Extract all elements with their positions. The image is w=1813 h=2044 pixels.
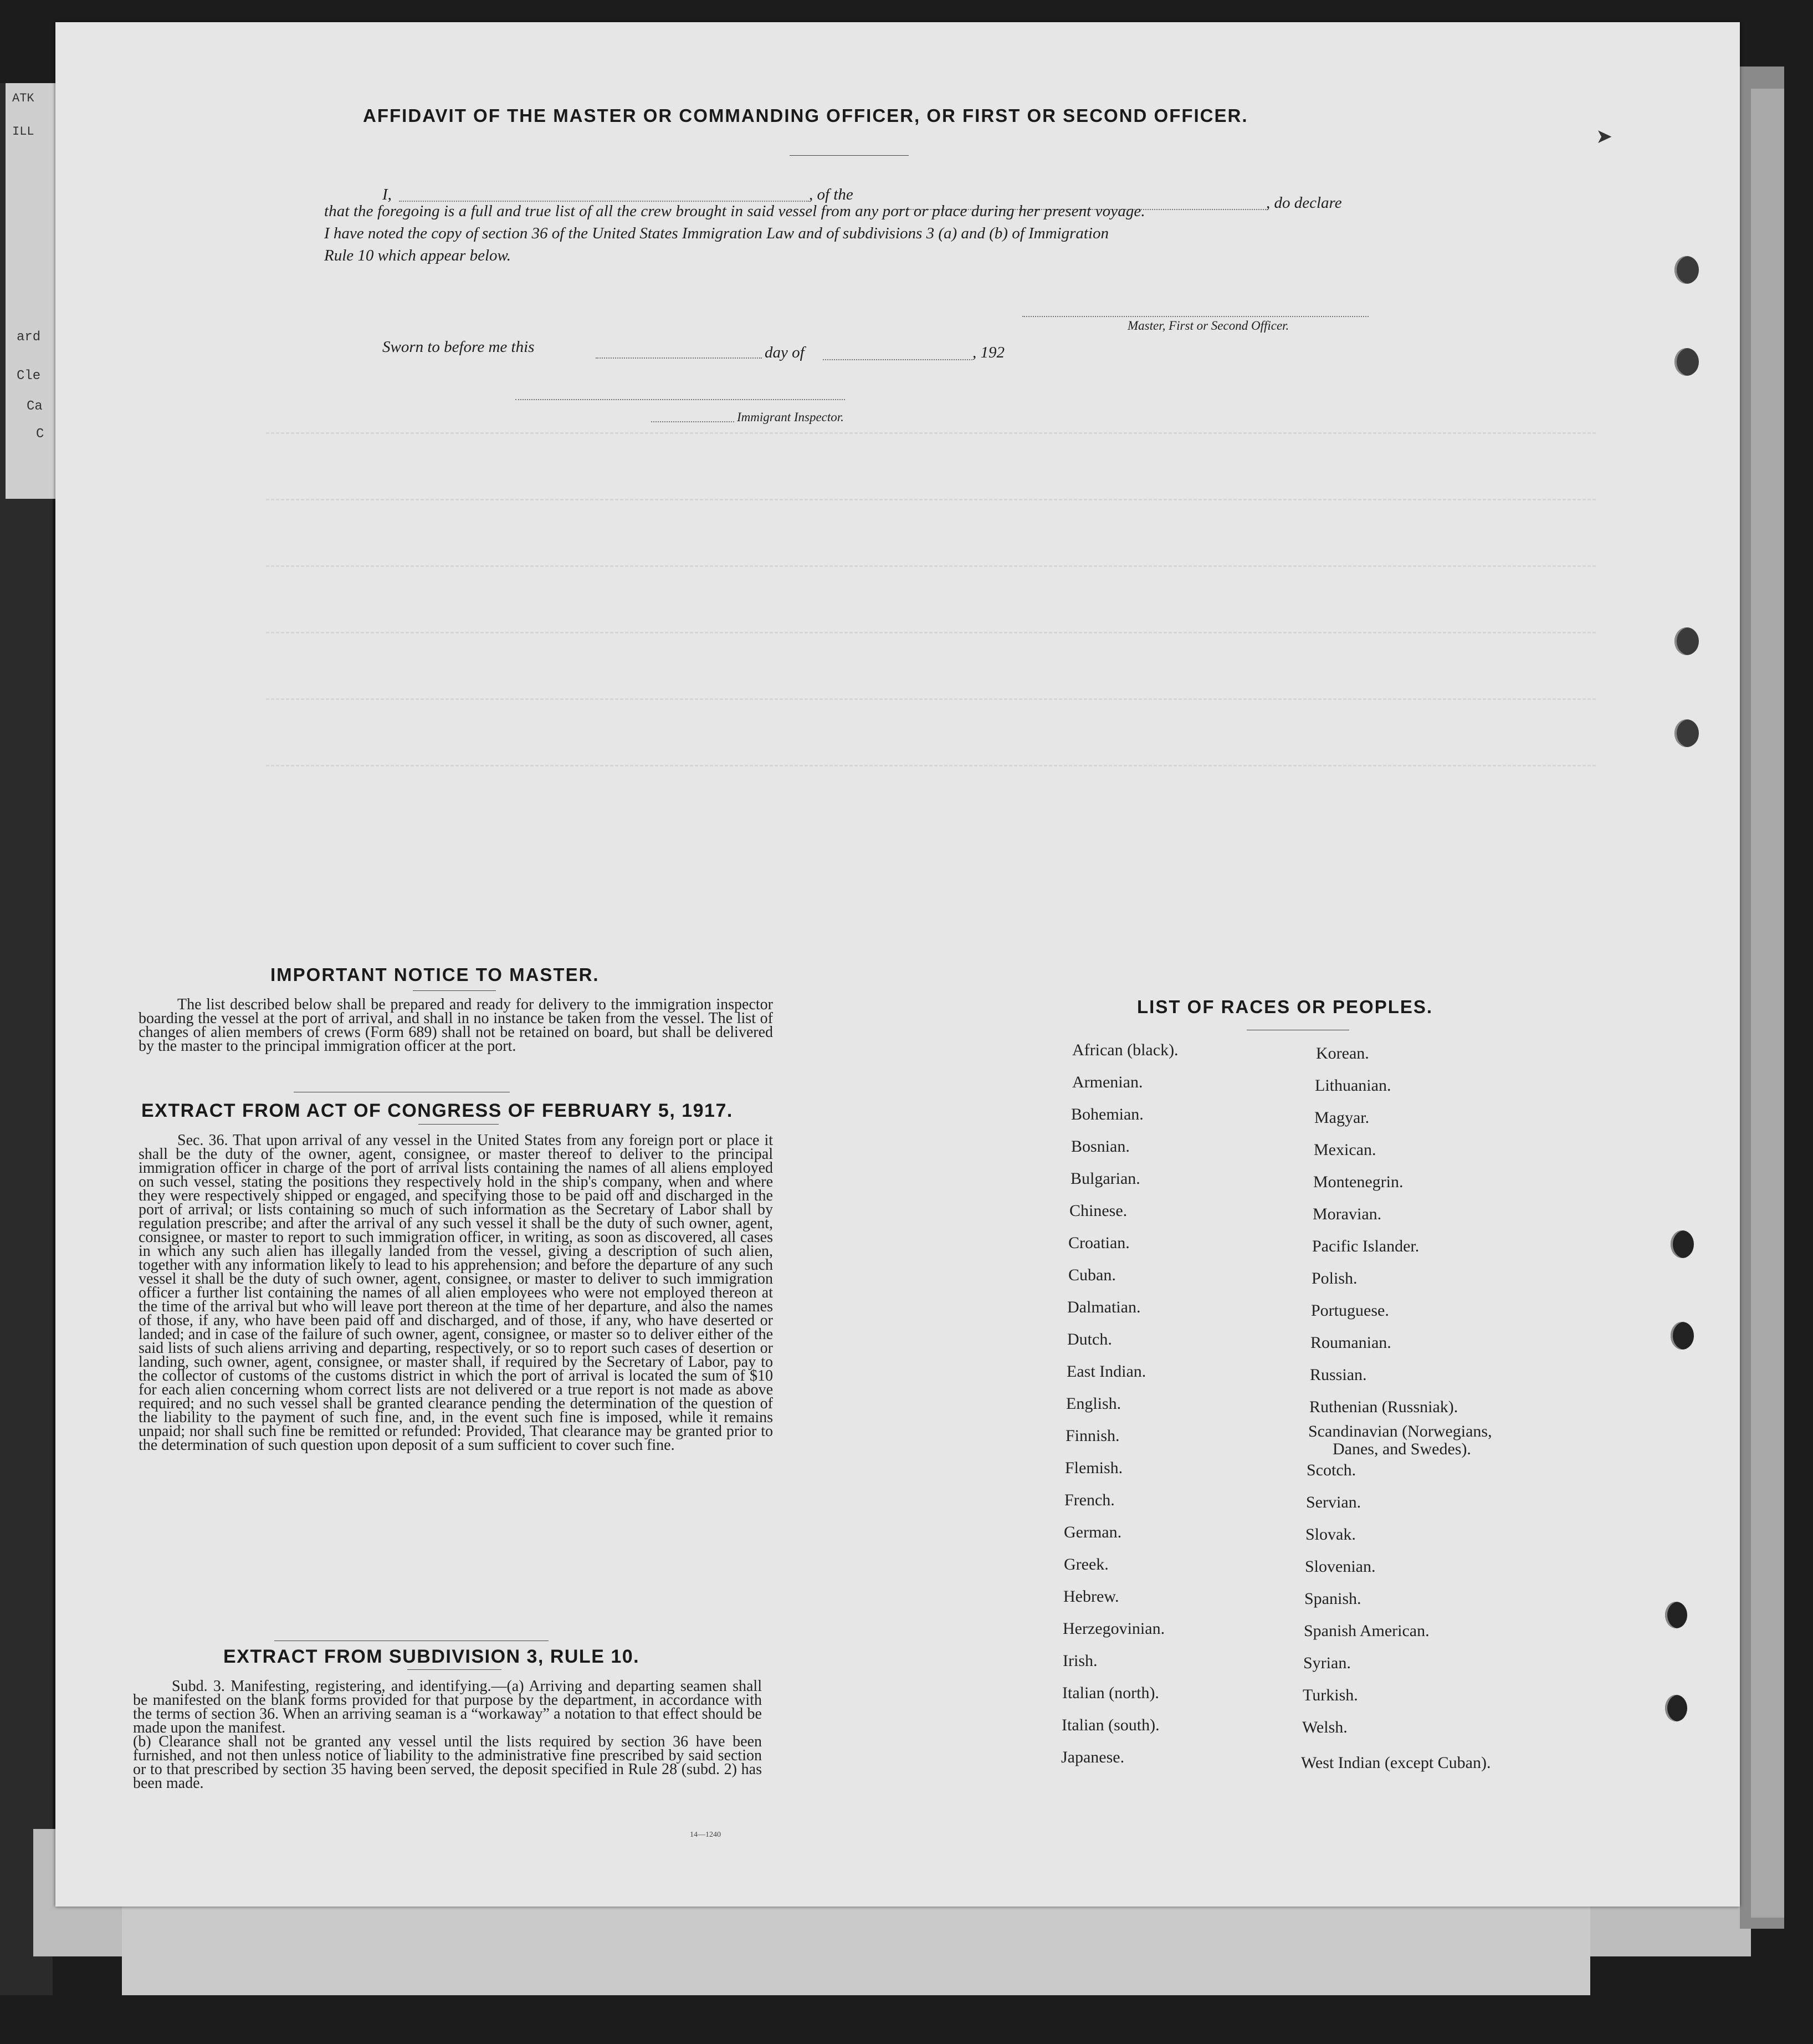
margin-fragment: C	[36, 427, 44, 442]
race-item: Servian.	[1306, 1493, 1361, 1511]
race-item: Flemish.	[1065, 1459, 1123, 1477]
left-underlying-page	[6, 83, 61, 499]
race-item: English.	[1066, 1394, 1121, 1413]
act-paragraph: Sec. 36. That upon arrival of any vessel in the United States from any foreign port or place it shall be the duty of the owner, agent, consignee, or master thereof to deliver to the principal immigration officer in charge of the port of arrival lists containing the names of all aliens employed on such vessel, stating the positions they respectively hold in the ship's company, when and where they were respectively shipped or engaged, and specifying those to be paid off and discharged in the port of arrival; or lists containing so much of such information as the Secretary of Labor shall by regulation prescribe; and after the arrival of any such vessel it shall be the duty of such owner, agent, consignee, or master to report to such immigration officer, in writing, as soon as discovered, all cases in which any such alien has illegally landed from the vessel, giving a description of such alien, together with any information likely to lead to his apprehension; and before the departure of any such vessel it shall be the duty of such owner, agent, consignee, or master to deliver to such immigration officer a further list containing the names of all alien employees who were not employed thereon at the time of the arrival but who will leave port thereon at the time of her departure, and also the names of those, if any, who have been paid off and discharged, and of those, if any, who have deserted or landed; and in case of the failure of such owner, agent, consignee, or master so to deliver either of the said lists of such aliens arriving and departing, respectively, or so to report such cases of desertion or landing, such owner, agent, consignee, or master shall, if required by the Secretary of Labor, pay to the collector of customs of the customs district in which the port of arrival is located the sum of $10 for each alien concerning whom correct lists are not delivered or a true report is not made as above required; and no such vessel shall be granted clearance pending the determination of the question of the liability to the payment of such fine, and, in the event such fine is imposed, while it remains unpaid; nor shall such fine be remitted or refunded: Provided, That clearance may be granted prior to the determination of such question upon deposit of a sum sufficient to cover such fine.	[139, 1132, 773, 1454]
race-item: Russian.	[1310, 1366, 1367, 1384]
affidavit-line3: I have noted the copy of section 36 of the United States Immigration Law and of subdivisions 3 (a) and (b) of Immigration	[324, 224, 1109, 242]
race-item: Armenian.	[1072, 1073, 1143, 1091]
day-of-label: day of	[765, 344, 805, 361]
race-item: Italian (south).	[1062, 1716, 1160, 1734]
race-item: Cuban.	[1068, 1266, 1116, 1284]
binder-hole	[1671, 1322, 1694, 1350]
race-item: Japanese.	[1061, 1748, 1125, 1766]
year-label: , 192	[972, 344, 1005, 361]
form-number: 14—1240	[690, 1831, 721, 1839]
race-item: Bulgarian.	[1071, 1169, 1140, 1188]
notice-text	[139, 998, 773, 1053]
race-item: Turkish.	[1303, 1686, 1358, 1704]
race-item: Bohemian.	[1071, 1105, 1144, 1123]
race-item: Welsh.	[1302, 1718, 1348, 1736]
sworn-day-blank	[596, 357, 762, 359]
rule-title-underline	[407, 1669, 501, 1670]
affidavit-i-label: I,	[382, 186, 392, 203]
inspector-caption: Immigrant Inspector.	[737, 410, 844, 424]
race-item: Chinese.	[1069, 1202, 1128, 1220]
rule-paragraph-b: (b) Clearance shall not be granted any vessel until the lists required by section 36 have been furnished, and not then unless notice of liability to the administrative fine prescribed by said section or to that prescribed by section 35 having been served, the deposit specified in Rule 28 (subd. 2) has been made.	[133, 1733, 762, 1792]
race-item: East Indian.	[1067, 1362, 1146, 1381]
binder-hole	[1674, 719, 1699, 747]
margin-fragment: Ca	[27, 399, 43, 414]
signature-caption: Master, First or Second Officer.	[1128, 319, 1289, 333]
race-item: Polish.	[1312, 1269, 1358, 1287]
race-item: Ruthenian (Russniak).	[1309, 1398, 1458, 1416]
affidavit-line4: Rule 10 which appear below.	[324, 247, 511, 264]
race-item: Lithuanian.	[1315, 1076, 1391, 1095]
race-item: West Indian (except Cuban).	[1301, 1754, 1491, 1772]
margin-fragment: Cle	[17, 369, 41, 384]
race-item: Spanish American.	[1304, 1622, 1430, 1640]
title-underline	[790, 155, 909, 156]
race-item: Montenegrin.	[1313, 1173, 1404, 1191]
race-item: Greek.	[1064, 1555, 1109, 1573]
race-item: African (black).	[1072, 1041, 1179, 1059]
notice-title: IMPORTANT NOTICE TO MASTER.	[270, 964, 600, 985]
bleed-through-area	[266, 432, 1596, 820]
race-item: Finnish.	[1066, 1427, 1120, 1445]
margin-fragment: ILL	[12, 125, 34, 139]
binder-hole	[1665, 1602, 1687, 1628]
notice-paragraph: The list described below shall be prepared and ready for delivery to the immigration inspector boarding the vessel at the port of arrival, and shall in no instance be taken from the vessel. The list of changes of alien members of crews (Form 689) shall not be retained on board, but shall be delivered by the master to the principal immigration officer at the port.	[139, 996, 773, 1055]
binder-hole	[1674, 256, 1699, 284]
race-item: Slovenian.	[1305, 1557, 1376, 1576]
inspector-signature-blank	[515, 399, 845, 400]
binder-hole	[1674, 627, 1699, 655]
race-item: Syrian.	[1303, 1654, 1351, 1672]
margin-fragment: ard	[17, 330, 41, 345]
affidavit-of-the: , of the	[809, 186, 853, 203]
race-item: Danes, and Swedes).	[1333, 1440, 1471, 1458]
rule-title: EXTRACT FROM SUBDIVISION 3, RULE 10.	[223, 1646, 640, 1667]
race-item: Slovak.	[1305, 1525, 1356, 1544]
binder-hole	[1665, 1695, 1687, 1721]
race-item: Mexican.	[1314, 1141, 1376, 1159]
affidavit-line2: that the foregoing is a full and true list of all the crew brought in said vessel from any port or place during her present voyage.	[324, 202, 1145, 220]
race-item: Scandinavian (Norwegians,	[1308, 1422, 1492, 1440]
race-item: Roumanian.	[1310, 1333, 1391, 1352]
race-item: Korean.	[1316, 1044, 1369, 1062]
race-item: German.	[1064, 1523, 1122, 1541]
signature-blank	[1022, 316, 1369, 317]
race-item: Dutch.	[1067, 1330, 1112, 1348]
race-item: Scotch.	[1307, 1461, 1356, 1479]
race-item: French.	[1064, 1491, 1115, 1509]
race-item: Portuguese.	[1311, 1301, 1389, 1320]
name-blank	[399, 201, 809, 202]
binder-hole	[1674, 348, 1699, 376]
race-item: Herzegovinian.	[1063, 1619, 1165, 1638]
act-title-underline	[418, 1124, 499, 1125]
race-item: Irish.	[1063, 1652, 1098, 1670]
race-item: Italian (north).	[1062, 1684, 1159, 1702]
act-title: EXTRACT FROM ACT OF CONGRESS OF FEBRUARY 5, 1917.	[141, 1100, 733, 1121]
notice-title-underline	[413, 990, 496, 991]
race-item: Magyar.	[1314, 1108, 1370, 1127]
race-item: Croatian.	[1068, 1234, 1130, 1252]
binder-hole	[1671, 1230, 1694, 1258]
race-item: Dalmatian.	[1067, 1298, 1141, 1316]
month-blank	[823, 359, 972, 360]
race-item: Hebrew.	[1063, 1587, 1119, 1606]
affidavit-title: AFFIDAVIT OF THE MASTER OR COMMANDING OFFICER, OR FIRST OR SECOND OFFICER.	[363, 105, 1248, 126]
race-item: Pacific Islander.	[1312, 1237, 1420, 1255]
affidavit-do-declare: , do declare	[1266, 194, 1342, 212]
act-text	[139, 1133, 773, 1452]
sworn-label: Sworn to before me this	[382, 338, 535, 356]
rule-text	[133, 1679, 762, 1790]
margin-fragment: ATK	[12, 91, 34, 105]
arrow-mark-icon: ➤	[1596, 125, 1613, 147]
race-item: Moravian.	[1313, 1205, 1382, 1223]
race-item: Spanish.	[1304, 1590, 1361, 1608]
inspector-blank-2	[651, 421, 734, 422]
rule-paragraph-a: Subd. 3. Manifesting, registering, and identifying.—(a) Arriving and departing seamen shall be manifested on the blank forms provided for that purpose by the department, in accordance with the terms of section 36. When an arriving seaman is a “workaway” a notation to that effect should be made upon the manifest.	[133, 1678, 762, 1736]
races-title: LIST OF RACES OR PEOPLES.	[1137, 997, 1433, 1017]
race-item: Bosnian.	[1071, 1137, 1130, 1156]
